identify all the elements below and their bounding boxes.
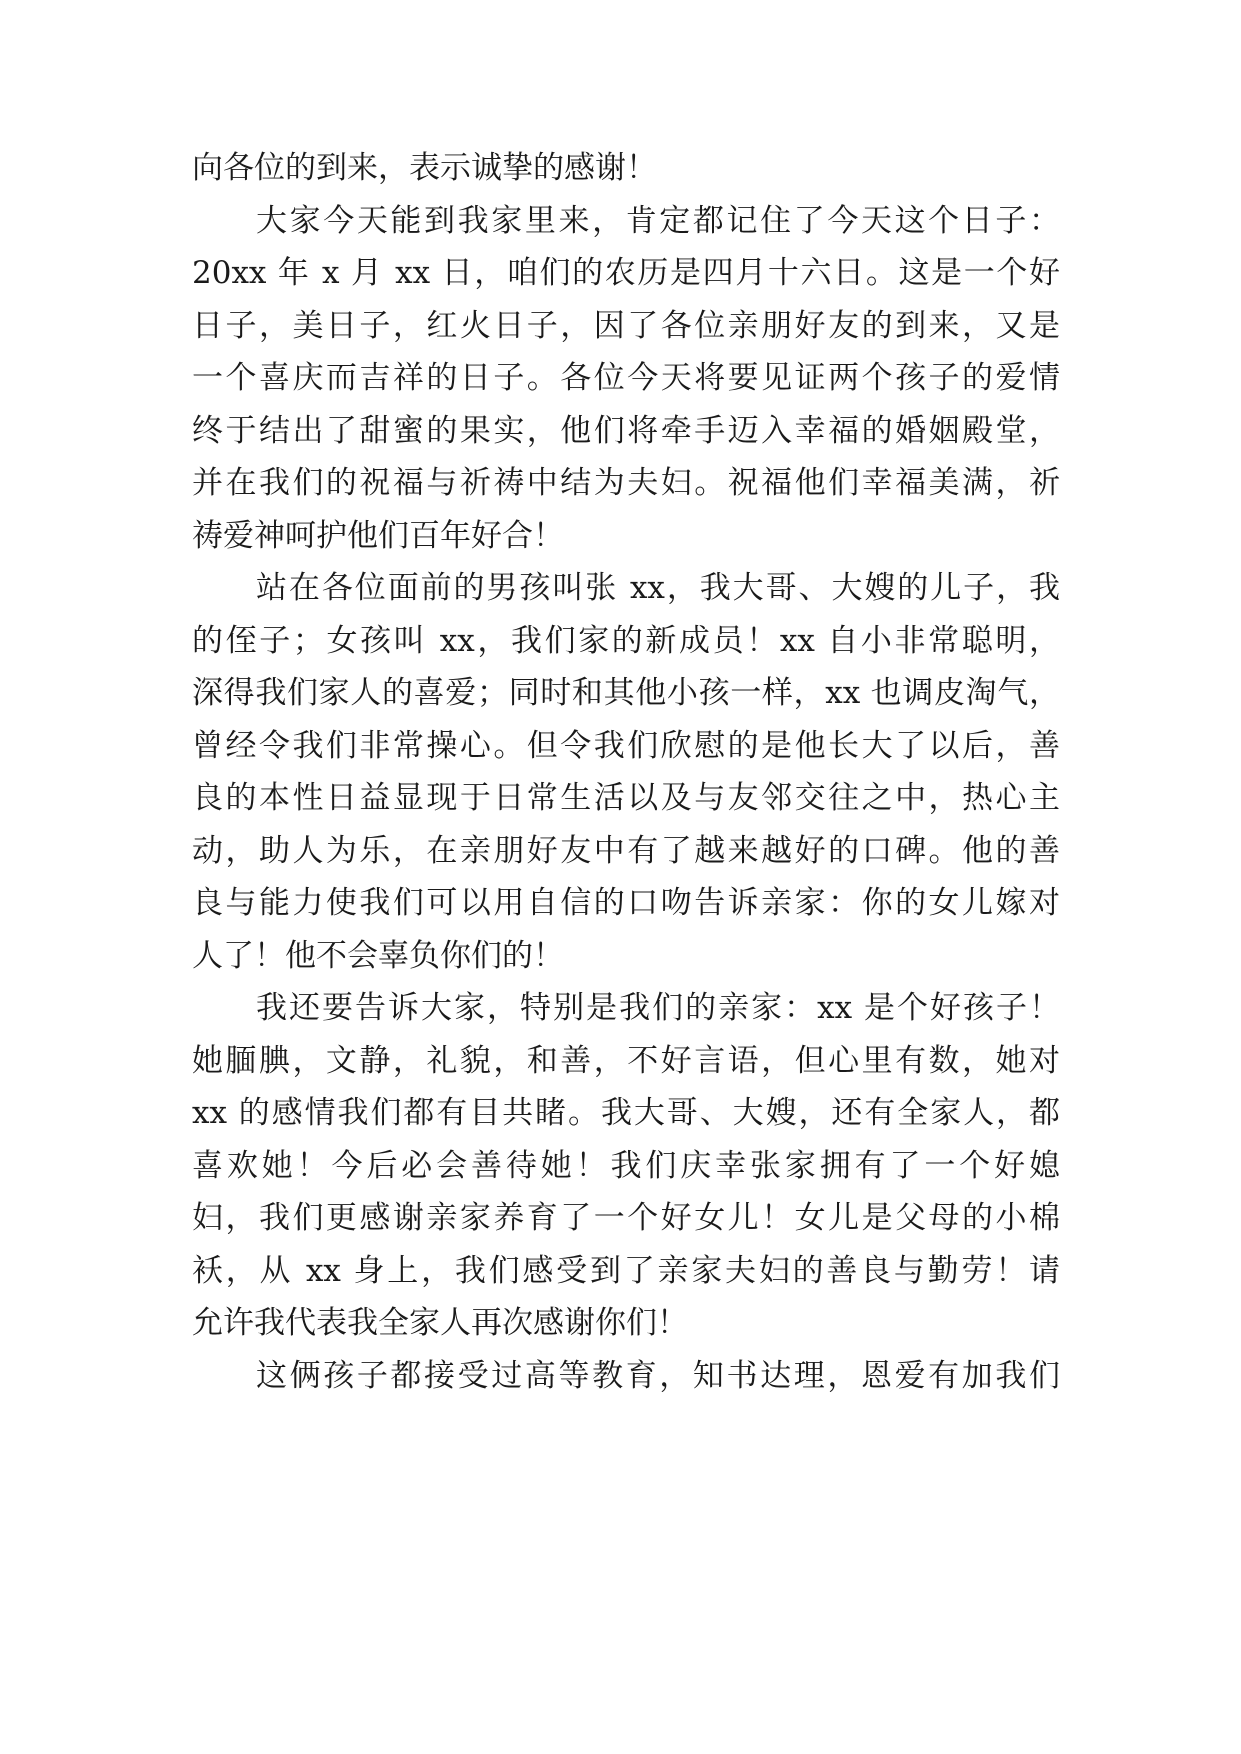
text-line: 并在我们的祝福与祈祷中结为夫妇。祝福他们幸福美满，祈 [192,465,1060,501]
text-line: 站在各位面前的男孩叫张 xx，我大哥、大嫂的儿子，我 [256,570,1060,606]
text-line: 她腼腆，文静，礼貌，和善，不好言语，但心里有数，她对 [192,1043,1060,1079]
text-line: 的侄子；女孩叫 xx，我们家的新成员！xx 自小非常聪明， [192,623,1060,659]
text-line: 我还要告诉大家，特别是我们的亲家：xx 是个好孩子！ [256,990,1060,1026]
text-line: 良与能力使我们可以用自信的口吻告诉亲家：你的女儿嫁对 [192,885,1060,921]
text-line: 袄，从 xx 身上，我们感受到了亲家夫妇的善良与勤劳！请 [192,1253,1060,1289]
text-line: 妇，我们更感谢亲家养育了一个好女儿！女儿是父母的小棉 [192,1200,1060,1236]
text-line: 大家今天能到我家里来，肯定都记住了今天这个日子： [256,203,1060,239]
text-line: 良的本性日益显现于日常生活以及与友邻交往之中，热心主 [192,780,1060,816]
text-line: 这俩孩子都接受过高等教育，知书达理，恩爱有加我们 [256,1358,1060,1394]
text-line: 曾经令我们非常操心。但令我们欣慰的是他长大了以后，善 [192,728,1060,764]
text-line: xx 的感情我们都有目共睹。我大哥、大嫂，还有全家人，都 [192,1095,1060,1131]
text-line: 动，助人为乐，在亲朋好友中有了越来越好的口碑。他的善 [192,833,1060,869]
text-line: 20xx 年 x 月 xx 日，咱们的农历是四月十六日。这是一个好 [192,255,1060,291]
text-line: 终于结出了甜蜜的果实，他们将牵手迈入幸福的婚姻殿堂， [192,413,1060,449]
text-line: 深得我们家人的喜爱；同时和其他小孩一样，xx 也调皮淘气， [192,675,1060,711]
text-line: 喜欢她！今后必会善待她！我们庆幸张家拥有了一个好媳 [192,1148,1060,1184]
text-line: 允许我代表我全家人再次感谢你们！ [192,1305,688,1341]
text-line: 日子，美日子，红火日子，因了各位亲朋好友的到来，又是 [192,308,1060,344]
text-line: 向各位的到来，表示诚挚的感谢！ [192,150,657,186]
text-line: 一个喜庆而吉祥的日子。各位今天将要见证两个孩子的爱情 [192,360,1060,396]
text-line: 祷爱神呵护他们百年好合！ [192,518,564,554]
text-line: 人了！他不会辜负你们的！ [192,938,564,974]
